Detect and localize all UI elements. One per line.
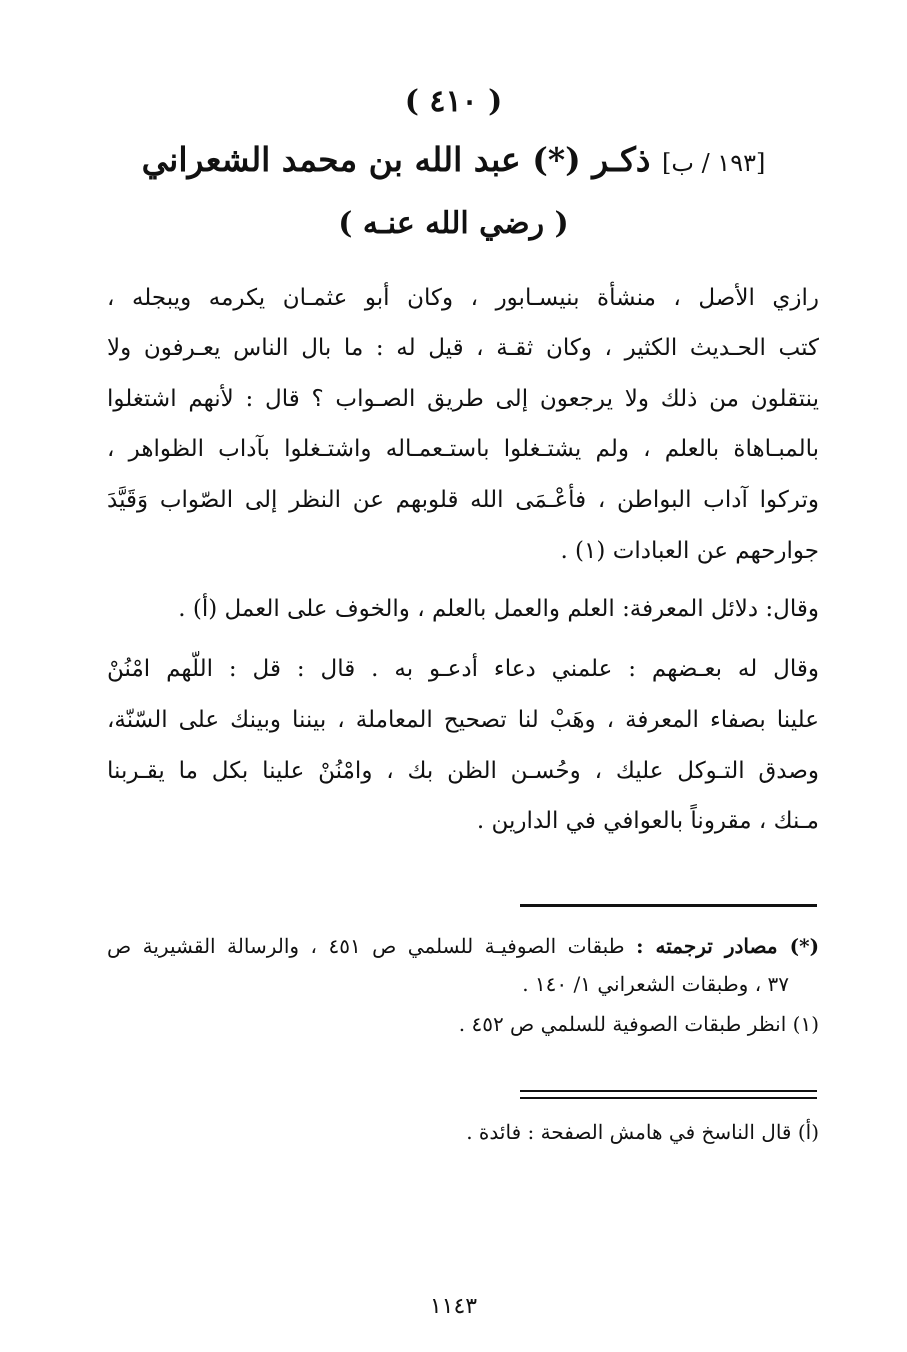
footnote-sources-label: (*) مصادر ترجمته : [636, 934, 820, 958]
footnote-sources [107, 934, 819, 958]
body-line-1: رازي الأصل ، منشأة بنيسـابور ، وكان أبو عثمـان يكرمه ويبجله ، [107, 285, 819, 311]
body-line-7: وقال: دلائل المعرفة: العلم والعمل بالعلم ، والخوف على العمل (أ) . [178, 596, 819, 622]
body-line-8: وقال له بعـضهم : علمني دعاء أدعـو به . قال : قل : اللّهم امْنُنْ [107, 656, 819, 682]
page-number: ١١٤٣ [429, 1294, 478, 1319]
footnote-sources-continued: ٣٧ ، وطبقات الشعراني ١/ ١٤٠ . [522, 972, 789, 996]
page-subtitle: ( رضي الله عنـه ) [338, 206, 569, 241]
body-line-9: علينا بصفاء المعرفة ، وهَبْ لنا تصحيح المعاملة ، بيننا وبينك على السّنّة، [107, 707, 819, 733]
body-line-3: ينتقلون من ذلك ولا يرجعون إلى طريق الصـواب ؟ قال : لأنهم اشتغلوا [107, 386, 819, 412]
body-line-6: جوارحهم عن العبادات (١) . [560, 538, 819, 564]
margin-note-separator-top [520, 1090, 817, 1092]
margin-note-separator-bottom [520, 1097, 817, 1099]
margin-note-a: (أ) قال الناسخ في هامش الصفحة : فائدة . [466, 1120, 819, 1144]
body-line-11: مـنك ، مقروناً بالعوافي في الدارين . [476, 808, 819, 834]
title-text: ذكـر (*) عبد الله بن محمد الشعراني [141, 140, 651, 179]
page-title [0, 140, 907, 179]
body-line-10: وصدق التـوكل عليك ، وحُسـن الظن بك ، وامْنُنْ علينا بكل ما يقـربنا [107, 758, 819, 784]
body-line-4: بالمبـاهاة بالعلم ، ولم يشتـغلوا باستـعمـاله واشتـغلوا بآداب الظواهر ، [107, 436, 819, 462]
body-line-2: كتب الحـديث الكثير ، وكان ثقـة ، قيل له : ما بال الناس يعـرفون ولا [107, 335, 819, 361]
entry-number: ( ٤١٠ ) [404, 84, 503, 119]
footnote-1: (١) انظر طبقات الصوفية للسلمي ص ٤٥٢ . [458, 1012, 819, 1036]
body-line-5: وتركوا آداب البواطن ، فأعْـمَى الله قلوبهم عن النظر إلى الصّواب وَقَيَّدَ [107, 487, 819, 513]
footnote-sources-text: طبقات الصوفيـة للسلمي ص ٤٥١ ، والرسالة القشيرية ص [107, 934, 625, 958]
footnote-separator [520, 904, 817, 907]
manuscript-reference: [١٩٣ / ب] [661, 149, 766, 177]
